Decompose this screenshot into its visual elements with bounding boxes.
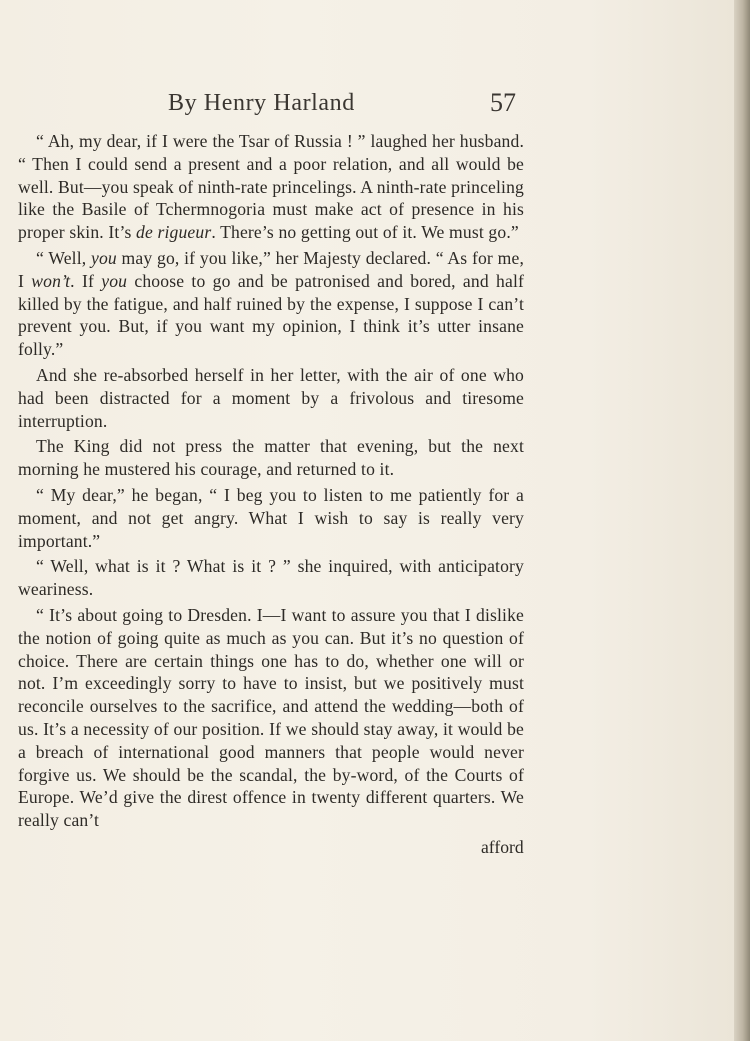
paragraph: “ Well, you may go, if you like,” her Majesty declared. “ As for me, I won’t. If you choose to go and be patronised and bored, and half killed by the fatigue, and half ruined by the expense, I suppose I can’t prevent you. But, if you want my opinion, I think it’s utter insane folly.”	[18, 247, 524, 360]
italic-word: you	[101, 270, 128, 291]
paragraph: “ My dear,” he began, “ I beg you to listen to me patiently for a moment, and not get angry. What I wish to say is really very important.”	[18, 484, 524, 551]
paragraph: “ Ah, my dear, if I were the Tsar of Russia ! ” laughed her husband. “ Then I could send a present and a poor relation, and all would be well. But—you speak of ninth-rate princelings. A ninth-rate princeling like the Basile of Tchermnogoria must make act of presence in his proper skin. It’s de rigueur. There’s no getting out of it. We must go.”	[18, 131, 524, 243]
running-head: By Henry Harland	[168, 90, 355, 116]
paragraph: The King did not press the matter that evening, but the next morning he mustered his courage, and returned to it.	[18, 436, 524, 480]
italic-phrase: de rigueur	[136, 222, 212, 243]
page-header	[18, 86, 526, 126]
page-number: 57	[490, 88, 516, 117]
paragraph: And she re-absorbed herself in her letter, with the air of one who had been distracted for a moment by a frivolous and tiresome interruption.	[18, 364, 524, 431]
italic-word: won’t	[31, 270, 71, 291]
italic-word: you	[90, 247, 117, 268]
paragraph: “ It’s about going to Dresden. I—I want to assure you that I dislike the notion of going quite as much as you can. But it’s no question of choice. There are certain things one has to do, whether one will or not. I’m exceedingly sorry to have to insist, but we positively must reconcile ourselves to the sacrifice, and attend the wedding—both of us. It’s a necessity of our position. If we should stay away, it would be a breach of international good manners that people would never forgive us. We should be the scandal, the by-word, of the Courts of Europe. We’d give the direst offence in twenty different quarters. We really can’t	[18, 604, 524, 831]
catchword: afford	[481, 837, 524, 857]
paragraph: “ Well, what is it ? What is it ? ” she inquired, with anticipatory weariness.	[18, 556, 524, 600]
body-text	[18, 130, 524, 835]
page-edge-shadow	[734, 0, 750, 1041]
